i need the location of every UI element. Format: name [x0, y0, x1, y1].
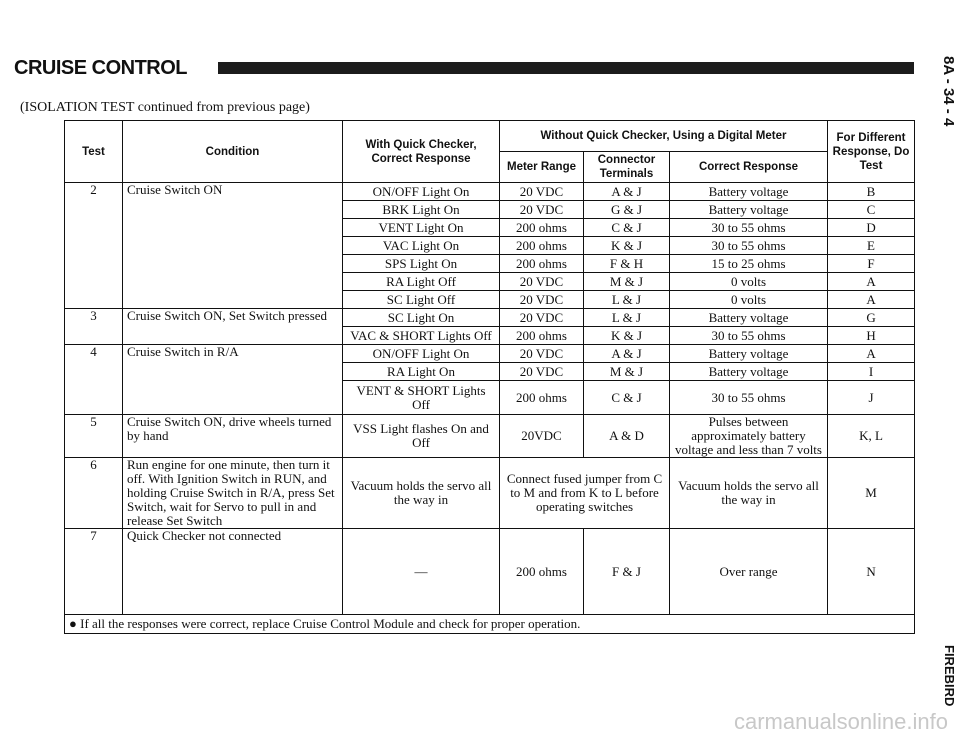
test-number: 7 — [65, 529, 123, 615]
correct-response: Battery voltage — [670, 345, 828, 363]
connector-terminals: M & J — [584, 273, 670, 291]
quick-checker-response: VAC Light On — [343, 237, 500, 255]
header-without-quick: Without Quick Checker, Using a Digital Meter — [500, 121, 828, 152]
next-test: H — [828, 327, 915, 345]
test-condition: Run engine for one minute, then turn it off. With Ignition Switch in RUN, and holding Cruise Switch in R/A, press Set Switch, wait for Servo to pull in and release Set Switch — [123, 458, 343, 529]
quick-checker-response: BRK Light On — [343, 201, 500, 219]
correct-response: Vacuum holds the servo all the way in — [670, 458, 828, 529]
connector-terminals: C & J — [584, 219, 670, 237]
header-meter-range: Meter Range — [500, 152, 584, 183]
quick-checker-response: ON/OFF Light On — [343, 183, 500, 201]
header-condition: Condition — [123, 121, 343, 183]
quick-checker-response: SPS Light On — [343, 255, 500, 273]
test-condition: Cruise Switch ON, Set Switch pressed — [123, 309, 343, 345]
header-connector: Connector Terminals — [584, 152, 670, 183]
page-title: CRUISE CONTROL — [14, 57, 187, 79]
quick-checker-response: VAC & SHORT Lights Off — [343, 327, 500, 345]
test-number: 6 — [65, 458, 123, 529]
quick-checker-response: ON/OFF Light On — [343, 345, 500, 363]
test-number: 3 — [65, 309, 123, 345]
next-test: J — [828, 381, 915, 415]
next-test: B — [828, 183, 915, 201]
header-with-quick: With Quick Checker, Correct Response — [343, 121, 500, 183]
quick-checker-response: Vacuum holds the servo all the way in — [343, 458, 500, 529]
meter-range: 20 VDC — [500, 291, 584, 309]
meter-range: 20 VDC — [500, 363, 584, 381]
quick-checker-response: VENT Light On — [343, 219, 500, 237]
meter-range: 200 ohms — [500, 529, 584, 615]
next-test: E — [828, 237, 915, 255]
meter-range: 200 ohms — [500, 255, 584, 273]
next-test: G — [828, 309, 915, 327]
quick-checker-response: SC Light On — [343, 309, 500, 327]
connector-terminals: K & J — [584, 327, 670, 345]
test-condition: Cruise Switch in R/A — [123, 345, 343, 415]
test-number: 2 — [65, 183, 123, 309]
page-number: 8A - 34 - 4 — [940, 56, 957, 127]
meter-range: 20 VDC — [500, 201, 584, 219]
connector-terminals: L & J — [584, 309, 670, 327]
section-subtitle: (ISOLATION TEST continued from previous page) — [20, 100, 310, 115]
watermark: carmanualsonline.info — [733, 709, 948, 734]
meter-range: 200 ohms — [500, 327, 584, 345]
connector-terminals: A & J — [584, 345, 670, 363]
test-number: 5 — [65, 415, 123, 458]
table-row — [65, 309, 915, 327]
connector-terminals: C & J — [584, 381, 670, 415]
next-test: K, L — [828, 415, 915, 458]
meter-range: 200 ohms — [500, 237, 584, 255]
meter-range: 20 VDC — [500, 273, 584, 291]
correct-response: Battery voltage — [670, 363, 828, 381]
next-test: A — [828, 273, 915, 291]
correct-response: 30 to 55 ohms — [670, 327, 828, 345]
correct-response: Battery voltage — [670, 201, 828, 219]
header-test: Test — [65, 121, 123, 183]
meter-range: 20 VDC — [500, 345, 584, 363]
next-test: A — [828, 291, 915, 309]
next-test: C — [828, 201, 915, 219]
correct-response: Over range — [670, 529, 828, 615]
connector-terminals: G & J — [584, 201, 670, 219]
table-row — [65, 415, 915, 458]
connector-terminals: L & J — [584, 291, 670, 309]
test-condition: Quick Checker not connected — [123, 529, 343, 615]
correct-response: Pulses between approximately battery voltage and less than 7 volts — [670, 415, 828, 458]
connector-terminals: F & H — [584, 255, 670, 273]
meter-instructions: Connect fused jumper from C to M and from K to L before operating switches — [500, 458, 670, 529]
table-row — [65, 529, 915, 615]
meter-range: 20 VDC — [500, 309, 584, 327]
correct-response: 30 to 55 ohms — [670, 219, 828, 237]
correct-response: Battery voltage — [670, 309, 828, 327]
quick-checker-response: VENT & SHORT Lights Off — [343, 381, 500, 415]
test-condition: Cruise Switch ON, drive wheels turned by hand — [123, 415, 343, 458]
correct-response: 0 volts — [670, 291, 828, 309]
next-test: F — [828, 255, 915, 273]
connector-terminals: F & J — [584, 529, 670, 615]
connector-terminals: K & J — [584, 237, 670, 255]
next-test: A — [828, 345, 915, 363]
header-correct-response: Correct Response — [670, 152, 828, 183]
next-test: I — [828, 363, 915, 381]
header-bar — [218, 62, 914, 74]
table-row — [65, 183, 915, 201]
quick-checker-response: VSS Light flashes On and Off — [343, 415, 500, 458]
meter-range: 20VDC — [500, 415, 584, 458]
quick-checker-response: SC Light Off — [343, 291, 500, 309]
connector-terminals: A & J — [584, 183, 670, 201]
footnote: ● If all the responses were correct, replace Cruise Control Module and check for proper operation. — [65, 615, 915, 634]
next-test: N — [828, 529, 915, 615]
table-row — [65, 458, 915, 529]
correct-response: Battery voltage — [670, 183, 828, 201]
isolation-test-table — [64, 120, 915, 634]
quick-checker-response: RA Light Off — [343, 273, 500, 291]
next-test: M — [828, 458, 915, 529]
test-number: 4 — [65, 345, 123, 415]
vehicle-label: FIREBIRD — [942, 645, 957, 707]
quick-checker-response: — — [343, 529, 500, 615]
quick-checker-response: RA Light On — [343, 363, 500, 381]
meter-range: 200 ohms — [500, 219, 584, 237]
meter-range: 20 VDC — [500, 183, 584, 201]
correct-response: 30 to 55 ohms — [670, 381, 828, 415]
next-test: D — [828, 219, 915, 237]
connector-terminals: M & J — [584, 363, 670, 381]
meter-range: 200 ohms — [500, 381, 584, 415]
correct-response: 0 volts — [670, 273, 828, 291]
header-for-different: For Different Response, Do Test — [828, 121, 915, 183]
connector-terminals: A & D — [584, 415, 670, 458]
correct-response: 30 to 55 ohms — [670, 237, 828, 255]
correct-response: 15 to 25 ohms — [670, 255, 828, 273]
table-row — [65, 345, 915, 363]
footnote-text: If all the responses were correct, replace Cruise Control Module and check for proper operation. — [80, 616, 581, 631]
table-body — [65, 183, 915, 615]
test-condition: Cruise Switch ON — [123, 183, 343, 309]
